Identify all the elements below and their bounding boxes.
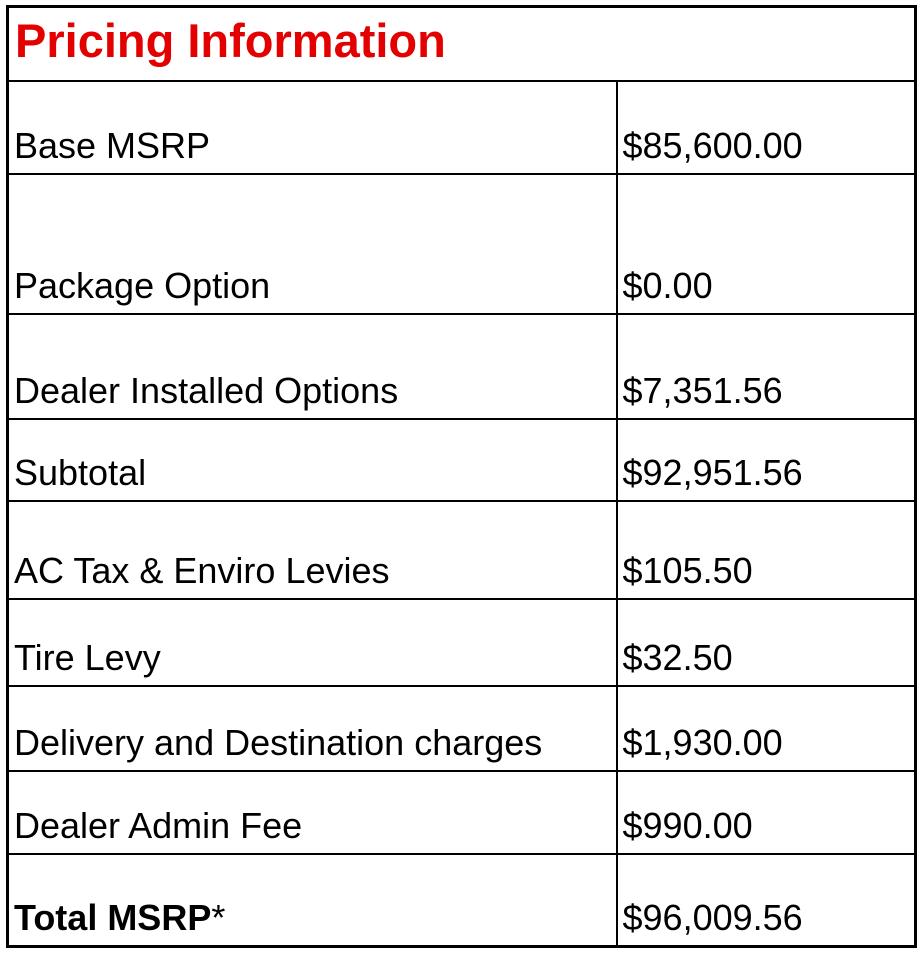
table-row-package-option (8, 174, 916, 314)
row-value: $7,351.56 (617, 314, 916, 419)
row-value: $85,600.00 (617, 81, 916, 174)
row-value: $990.00 (617, 771, 916, 854)
row-value: $0.00 (617, 174, 916, 314)
table-row-dealer-installed-options (8, 314, 916, 419)
row-value: $32.50 (617, 599, 916, 686)
row-value: $96,009.56 (617, 854, 916, 947)
row-label: Base MSRP (8, 81, 617, 174)
table-row-total-msrp (8, 854, 916, 947)
pricing-table (6, 5, 917, 948)
row-label: Tire Levy (8, 599, 617, 686)
row-value: $92,951.56 (617, 419, 916, 501)
total-msrp-asterisk: * (211, 897, 226, 939)
table-row-base-msrp (8, 81, 916, 174)
row-label: AC Tax & Enviro Levies (8, 501, 617, 599)
table-row-ac-tax-enviro-levies (8, 501, 916, 599)
row-label: Subtotal (8, 419, 617, 501)
title-row (8, 7, 916, 81)
row-label: Dealer Admin Fee (8, 771, 617, 854)
row-label: Dealer Installed Options (8, 314, 617, 419)
row-value: $1,930.00 (617, 686, 916, 771)
row-value: $105.50 (617, 501, 916, 599)
table-row-dealer-admin-fee (8, 771, 916, 854)
row-label: Package Option (8, 174, 617, 314)
total-msrp-label: Total MSRP (14, 897, 212, 939)
table-row-subtotal (8, 419, 916, 501)
row-label: Delivery and Destination charges (8, 686, 617, 771)
table-row-tire-levy (8, 599, 916, 686)
row-label (8, 854, 617, 947)
table-row-delivery-destination-charges (8, 686, 916, 771)
pricing-title: Pricing Information (8, 7, 916, 81)
